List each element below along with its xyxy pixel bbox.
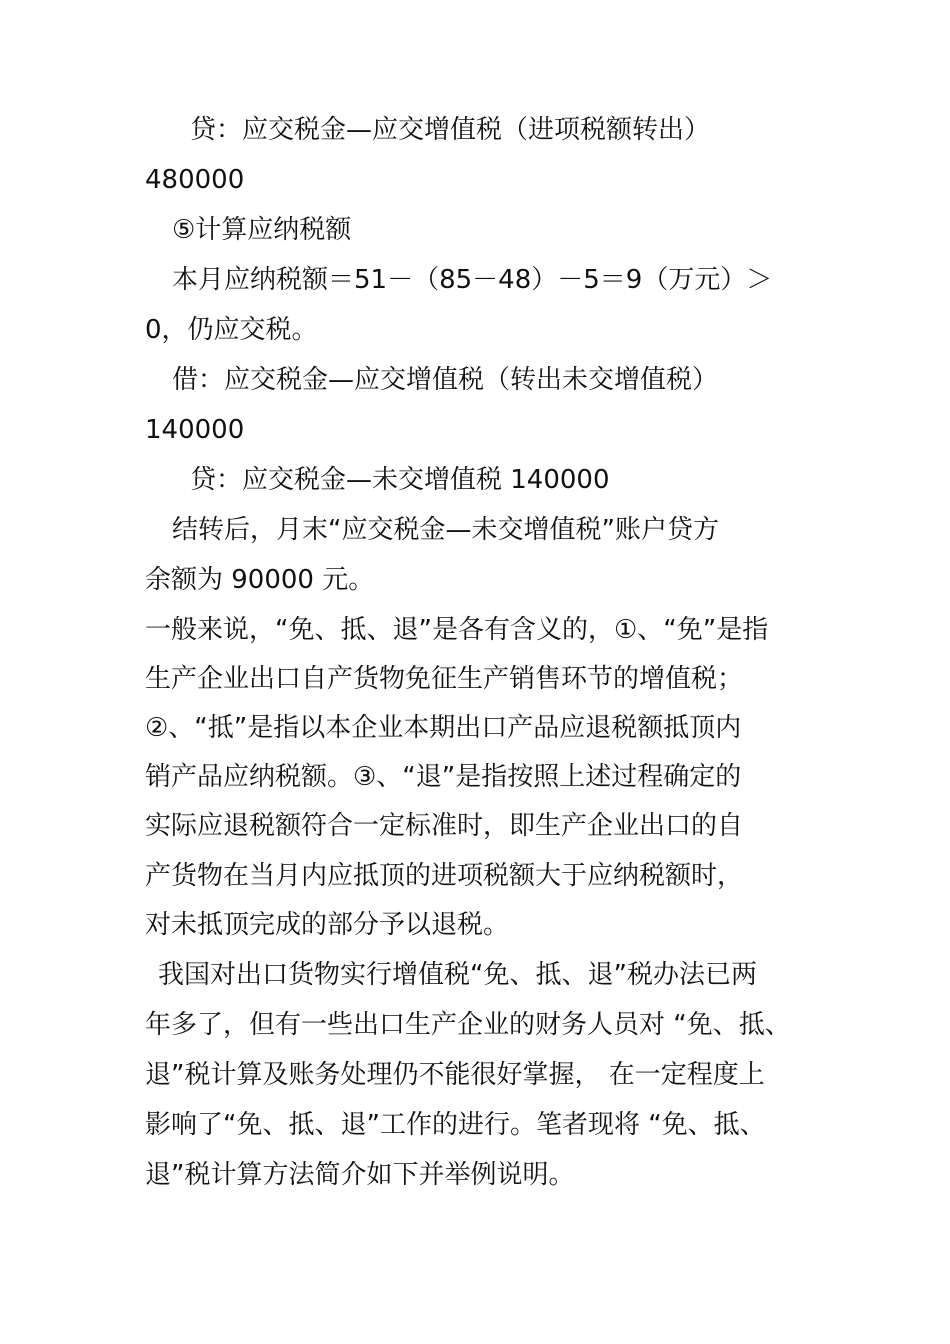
text-line: 借：应交税金—应交增值税（转出未交增值税）: [172, 365, 719, 395]
text-line: 实际应退税额符合一定标准时，即生产企业出口的自: [145, 811, 744, 841]
text-line: 贷：应交税金—应交增值税（进项税额转出）: [190, 115, 711, 145]
text-line: 销产品应纳税额。③、“退”是指按照上述过程确定的: [145, 762, 742, 792]
text-line: 产货物在当月内应抵顶的进项税额大于应纳税额时，: [145, 861, 744, 891]
text-line: 本月应纳税额＝51－（85－48）－5＝9（万元）＞: [172, 265, 773, 295]
text-line: 结转后，月末“应交税金—未交增值税”账户贷方: [172, 515, 719, 545]
text-line: 影响了“免、抵、退”工作的进行。笔者现将 “免、抵、: [145, 1110, 766, 1140]
text-line: 贷：应交税金—未交增值税 140000: [190, 465, 610, 495]
text-line: 年多了，但有一些出口生产企业的财务人员对 “免、抵、: [145, 1010, 791, 1040]
text-line: 退”税计算方法简介如下并举例说明。: [145, 1160, 575, 1190]
text-line: 生产企业出口自产货物免征生产销售环节的增值税；: [145, 664, 744, 694]
text-line: 0，仍应交税。: [145, 315, 318, 345]
text-line: 140000: [145, 415, 245, 445]
text-line: 余额为 90000 元。: [145, 565, 375, 595]
text-line: 对未抵顶完成的部分予以退税。: [145, 910, 510, 940]
text-line: ⑤计算应纳税额: [172, 215, 352, 245]
text-line: ②、“抵”是指以本企业本期出口产品应退税额抵顶内: [145, 713, 742, 743]
text-line: 480000: [145, 165, 245, 195]
text-line: 一般来说，“免、抵、退”是各有含义的，①、“免”是指: [145, 615, 769, 645]
text-line: 退”税计算及账务处理仍不能很好掌握， 在一定程度上: [145, 1060, 765, 1090]
text-line: 我国对出口货物实行增值税“免、抵、退”税办法已两: [158, 960, 757, 990]
